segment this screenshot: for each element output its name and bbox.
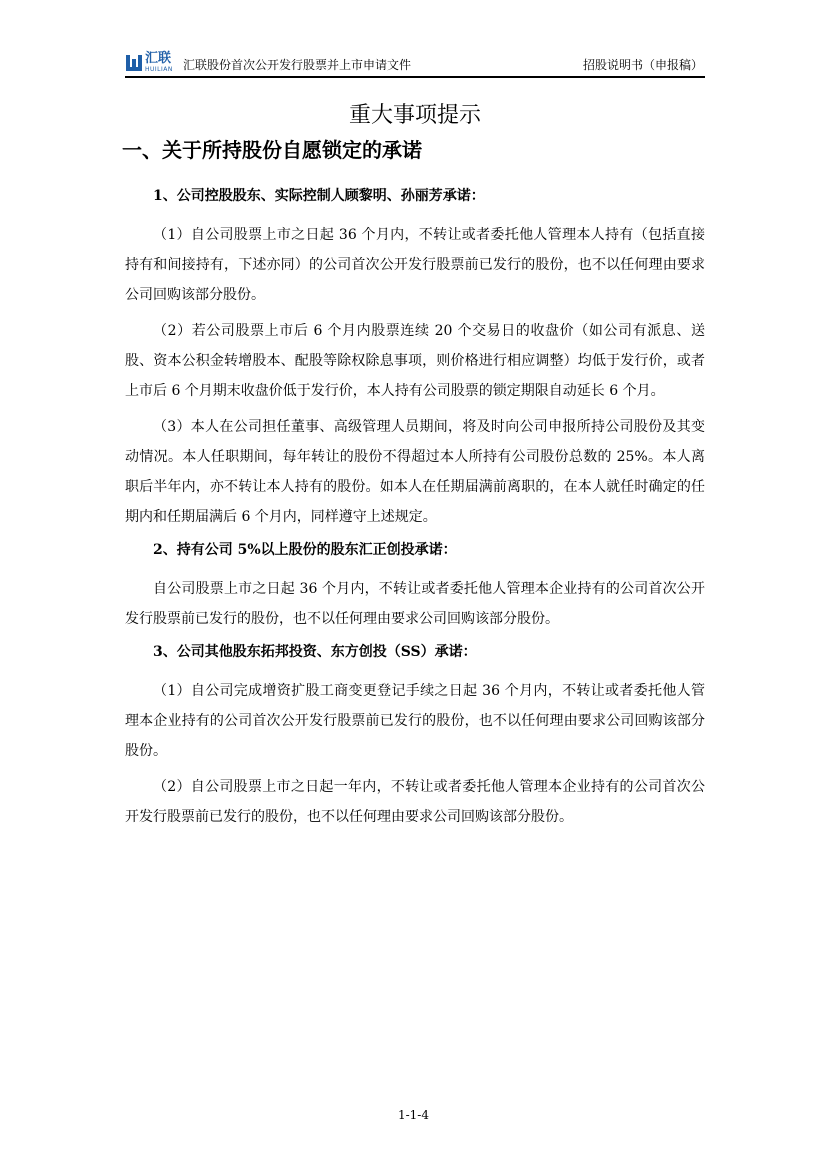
commitment-item-3 bbox=[125, 640, 705, 832]
commitment-item-1 bbox=[125, 184, 705, 532]
item-heading: 3、公司其他股东拓邦投资、东方创投（SS）承诺： bbox=[153, 644, 477, 660]
commitment-item-2 bbox=[125, 538, 705, 634]
item-paragraph: （2）若公司股票上市后 6 个月内股票连续 20 个交易日的收盘价（如公司有派息、送股、资本公积金转增股本、配股等除权除息事项，则价格进行相应调整）均低于发行价，或者上市后 6 个月期末收盘价低于发行价，本人持有公司股票的锁定期限自动延长 6 个月。 bbox=[125, 323, 705, 399]
page-header bbox=[125, 52, 705, 74]
page-title: 重大事项提示 bbox=[348, 103, 481, 128]
header-divider bbox=[125, 76, 705, 78]
section-heading: 一、关于所持股份自愿锁定的承诺 bbox=[122, 138, 422, 162]
huilian-logo-icon bbox=[125, 54, 143, 72]
item-paragraph: （1）自公司完成增资扩股工商变更登记手续之日起 36 个月内，不转让或者委托他人管理本企业持有的公司首次公开发行股票前已发行的股份，也不以任何理由要求公司回购该部分股份。 bbox=[125, 683, 705, 759]
header-document-name: 汇联股份首次公开发行股票并上市申请文件 bbox=[183, 58, 412, 72]
header-document-type: 招股说明书（申报稿） bbox=[582, 58, 703, 72]
item-heading: 1、公司控股股东、实际控制人顾黎明、孙丽芳承诺： bbox=[153, 188, 485, 204]
item-paragraph: （2）自公司股票上市之日起一年内，不转让或者委托他人管理本企业持有的公司首次公开发行股票前已发行的股份，也不以任何理由要求公司回购该部分股份。 bbox=[125, 779, 705, 825]
item-paragraph: （1）自公司股票上市之日起 36 个月内，不转让或者委托他人管理本人持有（包括直接持有和间接持有，下述亦同）的公司首次公开发行股票前已发行的股份，也不以任何理由要求公司回购该部分股份。 bbox=[125, 227, 705, 303]
logo-chinese-text: 汇联 bbox=[145, 51, 172, 66]
item-heading: 2、持有公司 5%以上股份的股东汇正创投承诺： bbox=[153, 542, 457, 558]
item-paragraph: （3）本人在公司担任董事、高级管理人员期间，将及时向公司申报所持公司股份及其变动情况。本人任职期间，每年转让的股份不得超过本人所持有公司股份总数的 25%。本人离职后半年内，亦不转让本人持有的股份。如本人在任期届满前离职的，在本人就任时确定的任期内和任期届满后 6 个月内，同样遵守上述规定。 bbox=[125, 419, 705, 525]
page-content bbox=[122, 100, 705, 838]
company-logo bbox=[125, 52, 181, 74]
page-number: 1-1-4 bbox=[397, 1108, 429, 1122]
logo-english-text: HUILIAN bbox=[145, 66, 173, 73]
item-paragraph: 自公司股票上市之日起 36 个月内，不转让或者委托他人管理本企业持有的公司首次公开发行股票前已发行的股份，也不以任何理由要求公司回购该部分股份。 bbox=[125, 581, 705, 627]
